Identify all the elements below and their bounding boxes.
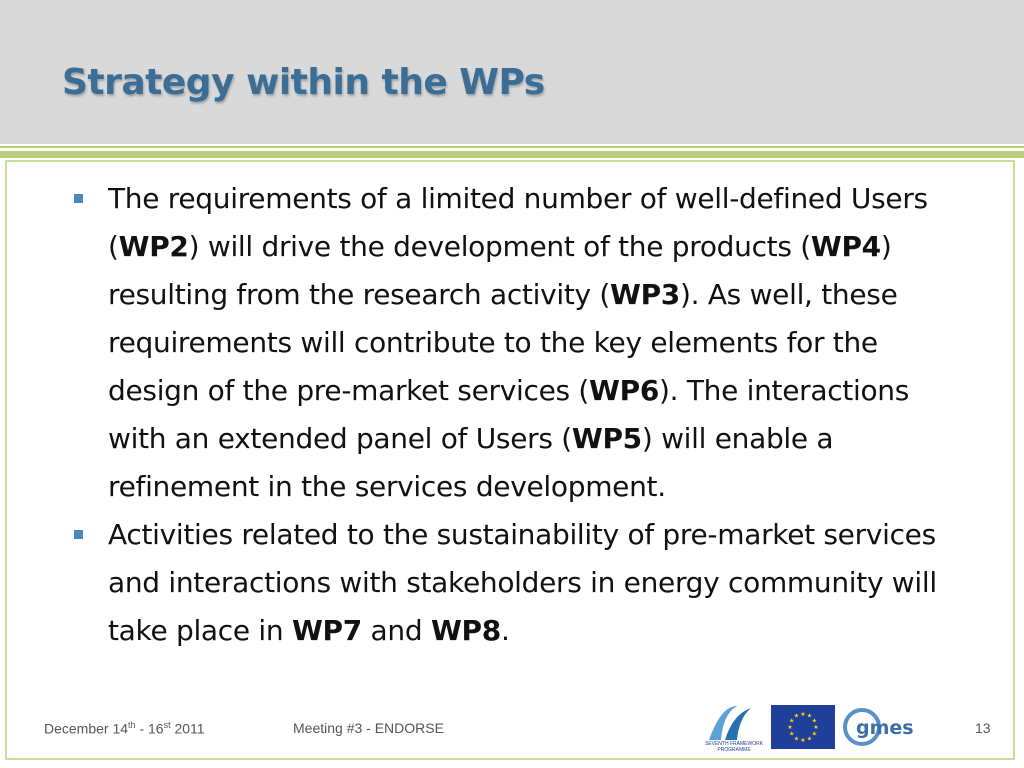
footer-date-sup-st: st [163,720,171,730]
footer-date-sup-th: th [128,720,136,730]
bullet-text-segment: Activities related to the sustainability of pre-market services and interactions with stakeholders in energy community will take place in [108,518,937,647]
gmes-logo-text: gmes [856,717,914,739]
gmes-logo [842,705,928,749]
footer-date-sep: - 16 [135,720,164,737]
fp7-logo-line1: SEVENTH FRAMEWORK [704,741,764,747]
bullet-text-segment: The requirements of a limited number of well-defined Users ( [108,182,928,263]
eu-flag-logo [771,705,835,749]
eu-star-icon: ★ [811,730,817,738]
bullet-square-icon [74,194,83,203]
bullet-text-segment: ). The interactions with an extended panel of Users ( [108,374,910,455]
eu-star-icon: ★ [806,735,813,743]
bullet-list [60,175,960,655]
slide-header [0,0,1024,144]
bullet-item-2 [60,511,960,655]
footer-date-year: 2011 [170,720,205,737]
eu-star-icon: ★ [793,735,800,743]
page-number: 13 [975,720,991,736]
header-divider-thin [0,146,1024,148]
eu-star-icon: ★ [811,717,817,725]
bullet-text-segment: . [500,614,510,647]
wp-label: WP3 [610,278,680,311]
footer-date-month: December 14 [44,720,129,737]
bullet-text-segment: and [361,614,431,647]
wp-label: WP5 [571,422,642,455]
eu-star-icon: ★ [806,712,813,720]
footer-meeting: Meeting #3 - ENDORSE [293,720,444,736]
wp-label: WP2 [118,230,189,263]
eu-star-icon: ★ [800,737,806,744]
bullet-item-1 [60,175,960,511]
wp-label: WP8 [430,614,501,647]
bullet-text-segment: ) will drive the development of the products ( [188,230,811,263]
wp-label: WP4 [810,230,881,263]
fp7-logo [703,702,765,752]
eu-star-icon: ★ [813,724,819,731]
eu-star-icon: ★ [787,724,793,731]
eu-star-icon: ★ [789,730,795,738]
fp7-logo-line2: PROGRAMME [717,747,751,752]
eu-star-icon: ★ [793,712,800,720]
eu-star-icon: ★ [800,711,806,718]
footer-date [44,720,205,737]
bullet-text-segment: ). As well, these requirements will contribute to the key elements for the design of the pre-market services ( [108,278,898,407]
wp-label: WP7 [291,614,362,647]
bullet-text-segment: ) resulting from the research activity ( [108,230,892,311]
bullet-square-icon [74,530,83,539]
header-divider-thick [0,151,1024,158]
eu-star-icon: ★ [789,717,795,725]
slide-title: Strategy within the WPs [62,62,545,103]
wp-label: WP6 [589,374,660,407]
bullet-text-segment: ) will enable a refinement in the services development. [108,422,834,503]
